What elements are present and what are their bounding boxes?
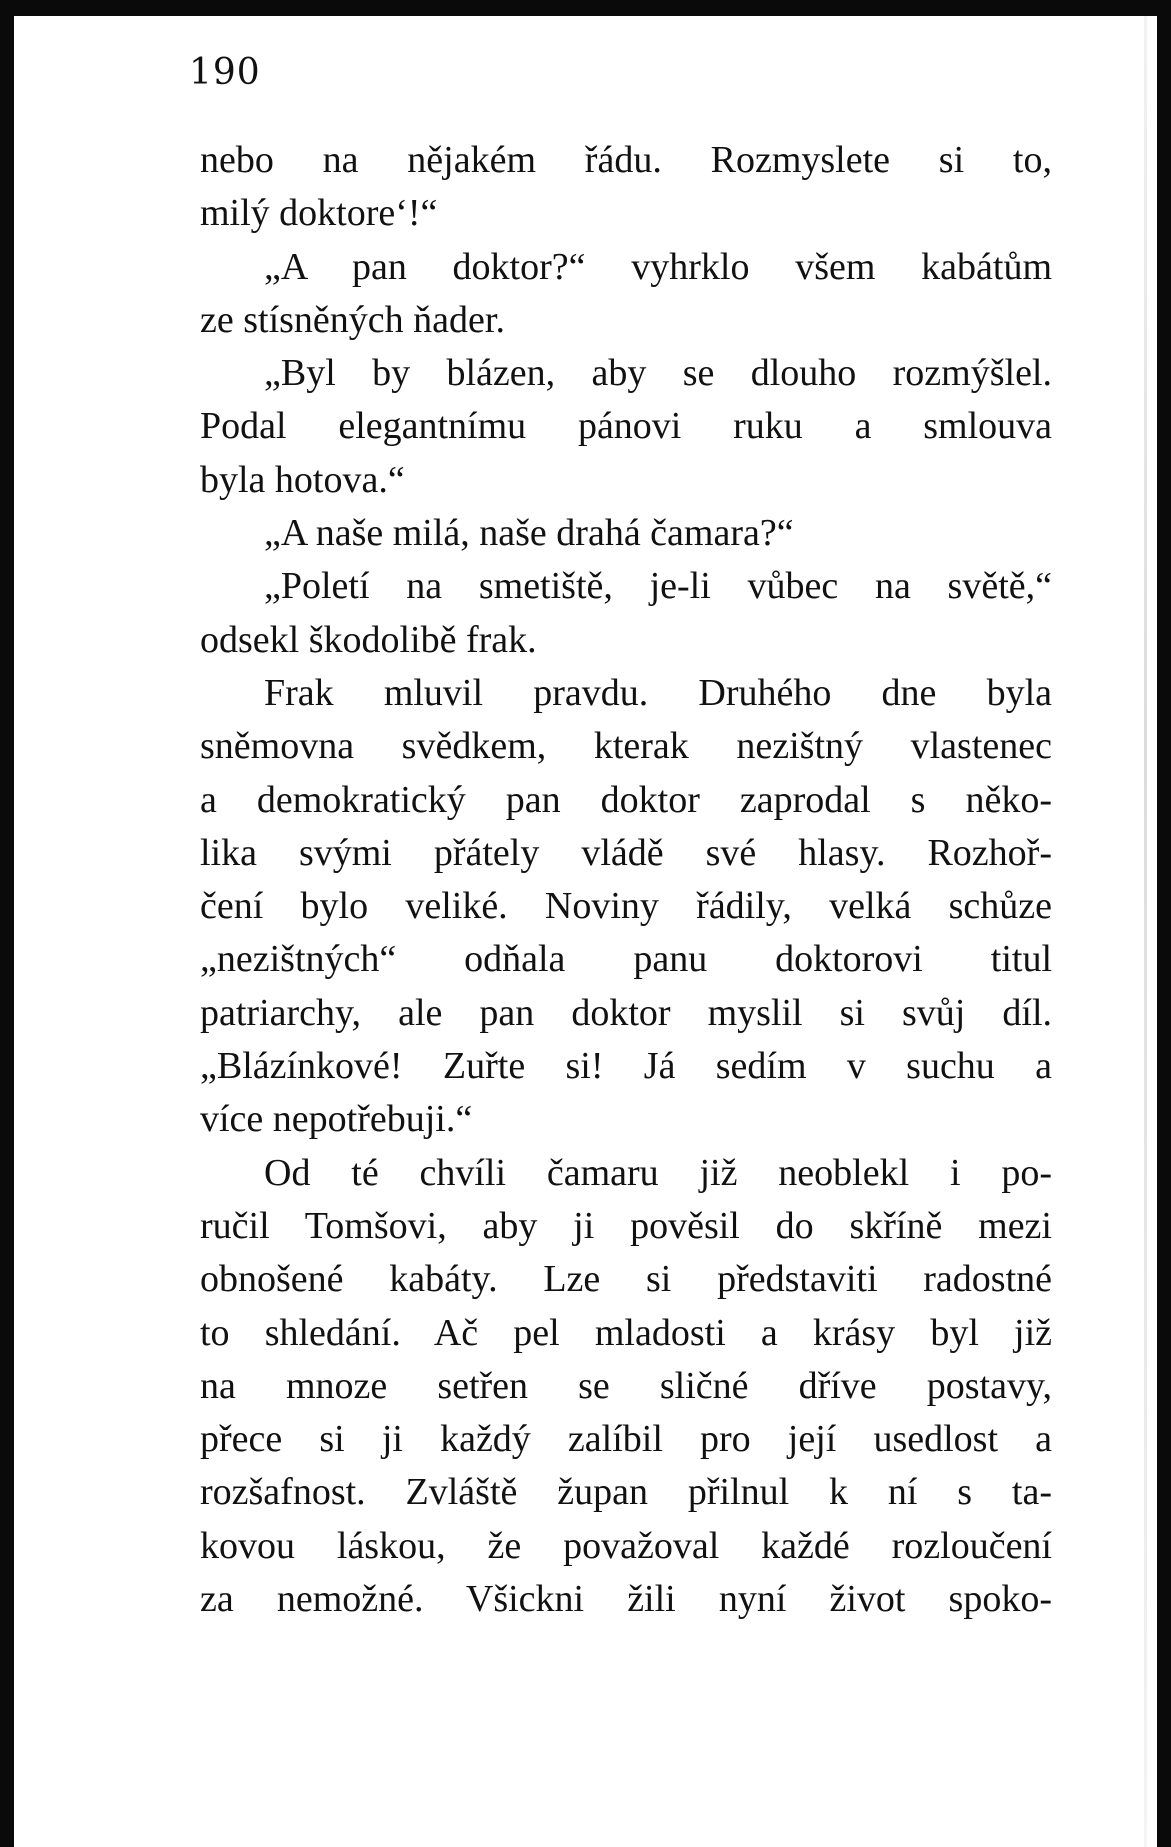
page-number: 190	[189, 52, 261, 93]
text-line: „Byl by blázen, aby se dlouho rozmýšlel.	[264, 352, 1052, 395]
text-line: kovou láskou, že považoval každé rozloučení	[200, 1524, 1052, 1567]
text-line: více nepotřebuji.“	[200, 1098, 473, 1141]
text-line: milý doktore‘!“	[200, 192, 438, 235]
text-line: nebo na nějakém řádu. Rozmyslete si to,	[200, 139, 1052, 181]
text-line: „nezištných“ odňala panu doktorovi titul	[200, 938, 1052, 981]
text-line: čení bylo veliké. Noviny řádily, velká schůze	[200, 885, 1052, 928]
text-line: ručil Tomšovi, aby ji pověsil do skříně mezi	[200, 1204, 1052, 1247]
text-line: to shledání. Ač pel mladosti a krásy byl již	[200, 1311, 1052, 1354]
text-line: na mnoze setřen se sličné dříve postavy,	[200, 1364, 1052, 1407]
text-line: sněmovna svědkem, kterak nezištný vlastenec	[200, 725, 1052, 768]
text-line: patriarchy, ale pan doktor myslil si svůj díl.	[200, 991, 1052, 1034]
text-line: za nemožné. Všickni žili nyní život spoko-	[200, 1578, 1052, 1621]
text-line: „A pan doktor?“ vyhrklo všem kabátům	[264, 245, 1052, 288]
text-line: byla hotova.“	[200, 458, 405, 501]
text-line: Od té chvíli čamaru již neoblekl i po-	[264, 1151, 1052, 1194]
text-line: ze stísněných ňader.	[200, 298, 505, 341]
text-line: Podal elegantnímu pánovi ruku a smlouva	[200, 405, 1052, 448]
text-line: lika svými přátely vládě své hlasy. Rozhoř-	[200, 831, 1052, 874]
text-line: Frak mluvil pravdu. Druhého dne byla	[264, 671, 1052, 714]
text-line: přece si ji každý zalíbil pro její usedlost a	[200, 1418, 1052, 1461]
text-line: „Blázínkové! Zuřte si! Já sedím v suchu a	[200, 1045, 1052, 1088]
scan-border-top	[0, 0, 1171, 16]
scan-border-right	[1157, 0, 1171, 1847]
text-line: a demokratický pan doktor zaprodal s něko-	[200, 778, 1052, 821]
text-line: „Poletí na smetiště, je-li vůbec na světě,“	[264, 565, 1052, 608]
text-line: „A naše milá, naše drahá čamara?“	[264, 512, 794, 555]
text-line: rozšafnost. Zvláště župan přilnul k ní s ta-	[200, 1471, 1052, 1514]
text-line: obnošené kabáty. Lze si představiti radostné	[200, 1258, 1052, 1301]
page-edge	[1144, 16, 1147, 1847]
scan-border-left	[0, 0, 14, 1847]
text-line: odsekl škodolibě frak.	[200, 618, 537, 661]
body-text	[200, 134, 1052, 1626]
